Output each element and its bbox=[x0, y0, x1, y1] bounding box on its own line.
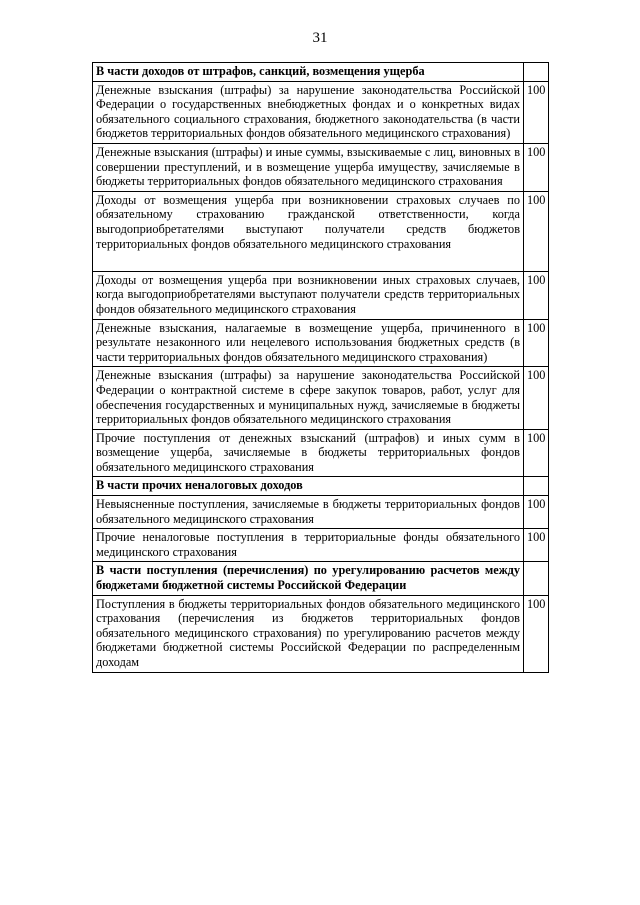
table-row bbox=[93, 319, 549, 367]
revenue-table bbox=[92, 62, 549, 673]
norm-value bbox=[524, 562, 549, 595]
norm-value: 100 bbox=[524, 191, 549, 271]
norm-value: 100 bbox=[524, 529, 549, 562]
norm-value: 100 bbox=[524, 429, 549, 477]
revenue-description: Доходы от возмещения ущерба при возникновении страховых случаев по обязательному страхованию гражданской ответственности, когда выгодоприобретателями выступают получатели средств бюджетов территориальных фондов обязательного медицинского страхования bbox=[93, 191, 524, 271]
revenue-description: Денежные взыскания (штрафы) и иные суммы, взыскиваемые с лиц, виновных в совершении преступлений, и в возмещение ущерба имуществу, зачисляемые в бюджеты территориальных фондов обязательного медицинского страхования bbox=[93, 143, 524, 191]
norm-value: 100 bbox=[524, 496, 549, 529]
table-row bbox=[93, 595, 549, 672]
norm-value: 100 bbox=[524, 143, 549, 191]
section-heading: В части прочих неналоговых доходов bbox=[93, 477, 524, 496]
revenue-description: Поступления в бюджеты территориальных фондов обязательного медицинского страхования (перечисления из бюджетов территориальных фондов обязательного медицинского страхования) по урегулированию расчетов между бюджетами бюджетной системы Российской Федерации по распределенным доходам bbox=[93, 595, 524, 672]
revenue-description: Невыясненные поступления, зачисляемые в бюджеты территориальных фондов обязательного медицинского страхования bbox=[93, 496, 524, 529]
table-row bbox=[93, 143, 549, 191]
table-row bbox=[93, 271, 549, 319]
revenue-description: Доходы от возмещения ущерба при возникновении иных страховых случаев, когда выгодоприобретателями выступают получатели средств территориальных фондов обязательного медицинского страхования bbox=[93, 271, 524, 319]
norm-value: 100 bbox=[524, 367, 549, 429]
revenue-description: Прочие поступления от денежных взысканий (штрафов) и иных сумм в возмещение ущерба, зачисляемые в бюджеты территориальных фондов обязательного медицинского страхования bbox=[93, 429, 524, 477]
page-number: 31 bbox=[312, 30, 328, 46]
norm-value: 100 bbox=[524, 81, 549, 143]
table-row bbox=[93, 191, 549, 271]
table-row bbox=[93, 529, 549, 562]
norm-value bbox=[524, 63, 549, 82]
norm-value: 100 bbox=[524, 319, 549, 367]
norm-value: 100 bbox=[524, 595, 549, 672]
table-row bbox=[93, 496, 549, 529]
norm-value: 100 bbox=[524, 271, 549, 319]
revenue-description: Прочие неналоговые поступления в территориальные фонды обязательного медицинского страхования bbox=[93, 529, 524, 562]
table-row-heading bbox=[93, 63, 549, 82]
table-row bbox=[93, 81, 549, 143]
table-row bbox=[93, 367, 549, 429]
revenue-description: Денежные взыскания (штрафы) за нарушение законодательства Российской Федерации о государственных внебюджетных фондах и о конкретных видах обязательного социального страхования, бюджетного законодательства (в части бюджетов территориальных фондов обязательного медицинского страхования) bbox=[93, 81, 524, 143]
table-row bbox=[93, 429, 549, 477]
norm-value bbox=[524, 477, 549, 496]
section-heading: В части доходов от штрафов, санкций, возмещения ущерба bbox=[93, 63, 524, 82]
table-row-heading bbox=[93, 477, 549, 496]
revenue-description: Денежные взыскания (штрафы) за нарушение законодательства Российской Федерации о контрактной системе в сфере закупок товаров, работ, услуг для обеспечения государственных и муниципальных нужд, зачисляемые в бюджеты территориальных фондов обязательного медицинского страхования bbox=[93, 367, 524, 429]
table-row-heading bbox=[93, 562, 549, 595]
revenue-description: Денежные взыскания, налагаемые в возмещение ущерба, причиненного в результате незаконного или нецелевого использования бюджетных средств (в части территориальных фондов обязательного медицинского страхования) bbox=[93, 319, 524, 367]
section-heading: В части поступления (перечисления) по урегулированию расчетов между бюджетами бюджетной системы Российской Федерации bbox=[93, 562, 524, 595]
